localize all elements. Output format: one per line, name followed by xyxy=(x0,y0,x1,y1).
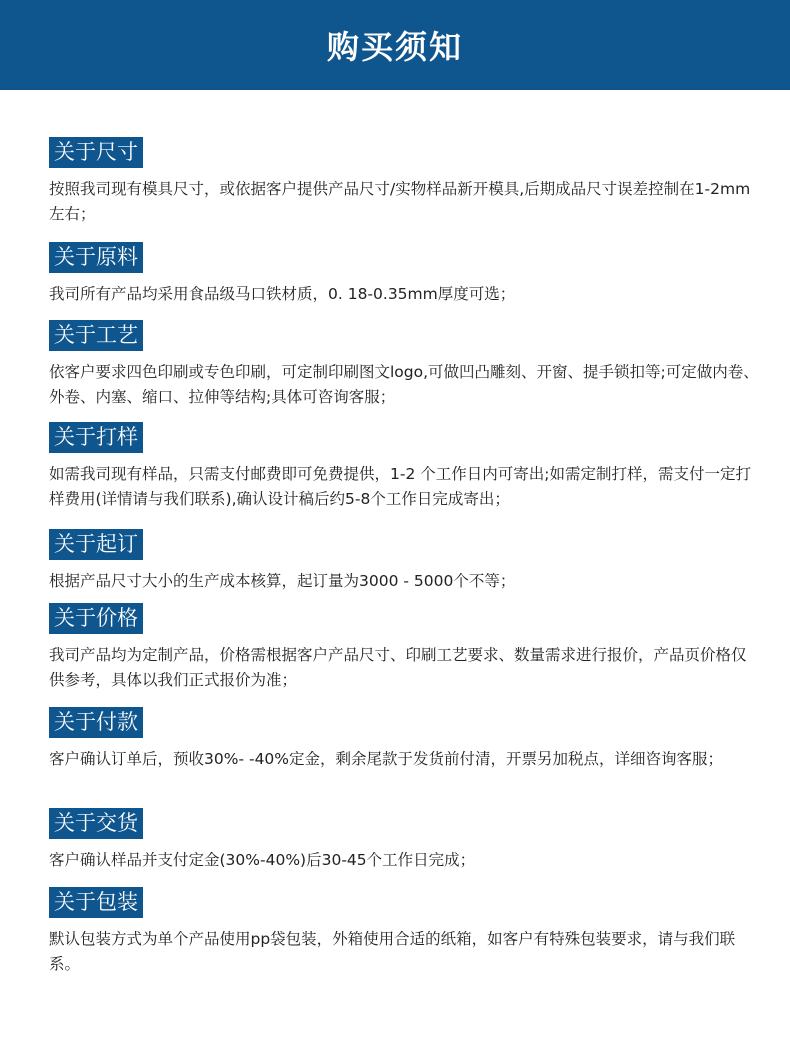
section-text: 默认包装方式为单个产品使用pp袋包装，外箱使用合适的纸箱，如客户有特殊包装要求，请与我们联系。 xyxy=(49,930,736,973)
section-text: 依客户要求四色印刷或专色印刷，可定制印刷图文logo,可做凹凸雕刻、开窗、提手锁扣等;可定做内卷、外卷、内塞、缩口、拉伸等结构;具体可咨询客服； xyxy=(49,363,759,406)
section-heading: 关于打样 xyxy=(49,422,143,453)
section-text: 我司产品均为定制产品，价格需根据客户产品尺寸、印刷工艺要求、数量需求进行报价，产品页价格仅供参考，具体以我们正式报价为准； xyxy=(49,646,747,689)
page-title: 购买须知 xyxy=(326,28,463,66)
section-heading: 关于尺寸 xyxy=(49,137,143,168)
section-text: 我司所有产品均采用食品级马口铁材质，0. 18-0.35mm厚度可选； xyxy=(49,285,516,303)
section-heading: 关于工艺 xyxy=(49,320,143,351)
section-heading: 关于价格 xyxy=(49,603,143,634)
section-text: 如需我司现有样品，只需支付邮费即可免费提供，1-2 个工作日内可寄出;如需定制打样，需支付一定打样费用(详情请与我们联系),确认设计稿后约5-8个工作日完成寄出； xyxy=(49,465,751,508)
section-text: 按照我司现有模具尺寸，或依据客户提供产品尺寸/实物样品新开模具,后期成品尺寸误差控制在1-2mm左右； xyxy=(49,180,751,223)
section-heading: 关于起订 xyxy=(49,529,143,560)
section-text: 客户确认订单后，预收30%- -40%定金，剩余尾款于发货前付清，开票另加税点，详细咨询客服； xyxy=(49,750,724,768)
section-heading: 关于原料 xyxy=(49,242,143,273)
section-heading: 关于交货 xyxy=(49,808,143,839)
section-heading: 关于包装 xyxy=(49,887,143,918)
section-heading: 关于付款 xyxy=(49,707,143,738)
header-banner xyxy=(0,0,790,90)
section-text: 客户确认样品并支付定金(30%-40%)后30-45个工作日完成； xyxy=(49,851,476,869)
section-text: 根据产品尺寸大小的生产成本核算，起订量为3000 - 5000个不等； xyxy=(49,572,516,590)
